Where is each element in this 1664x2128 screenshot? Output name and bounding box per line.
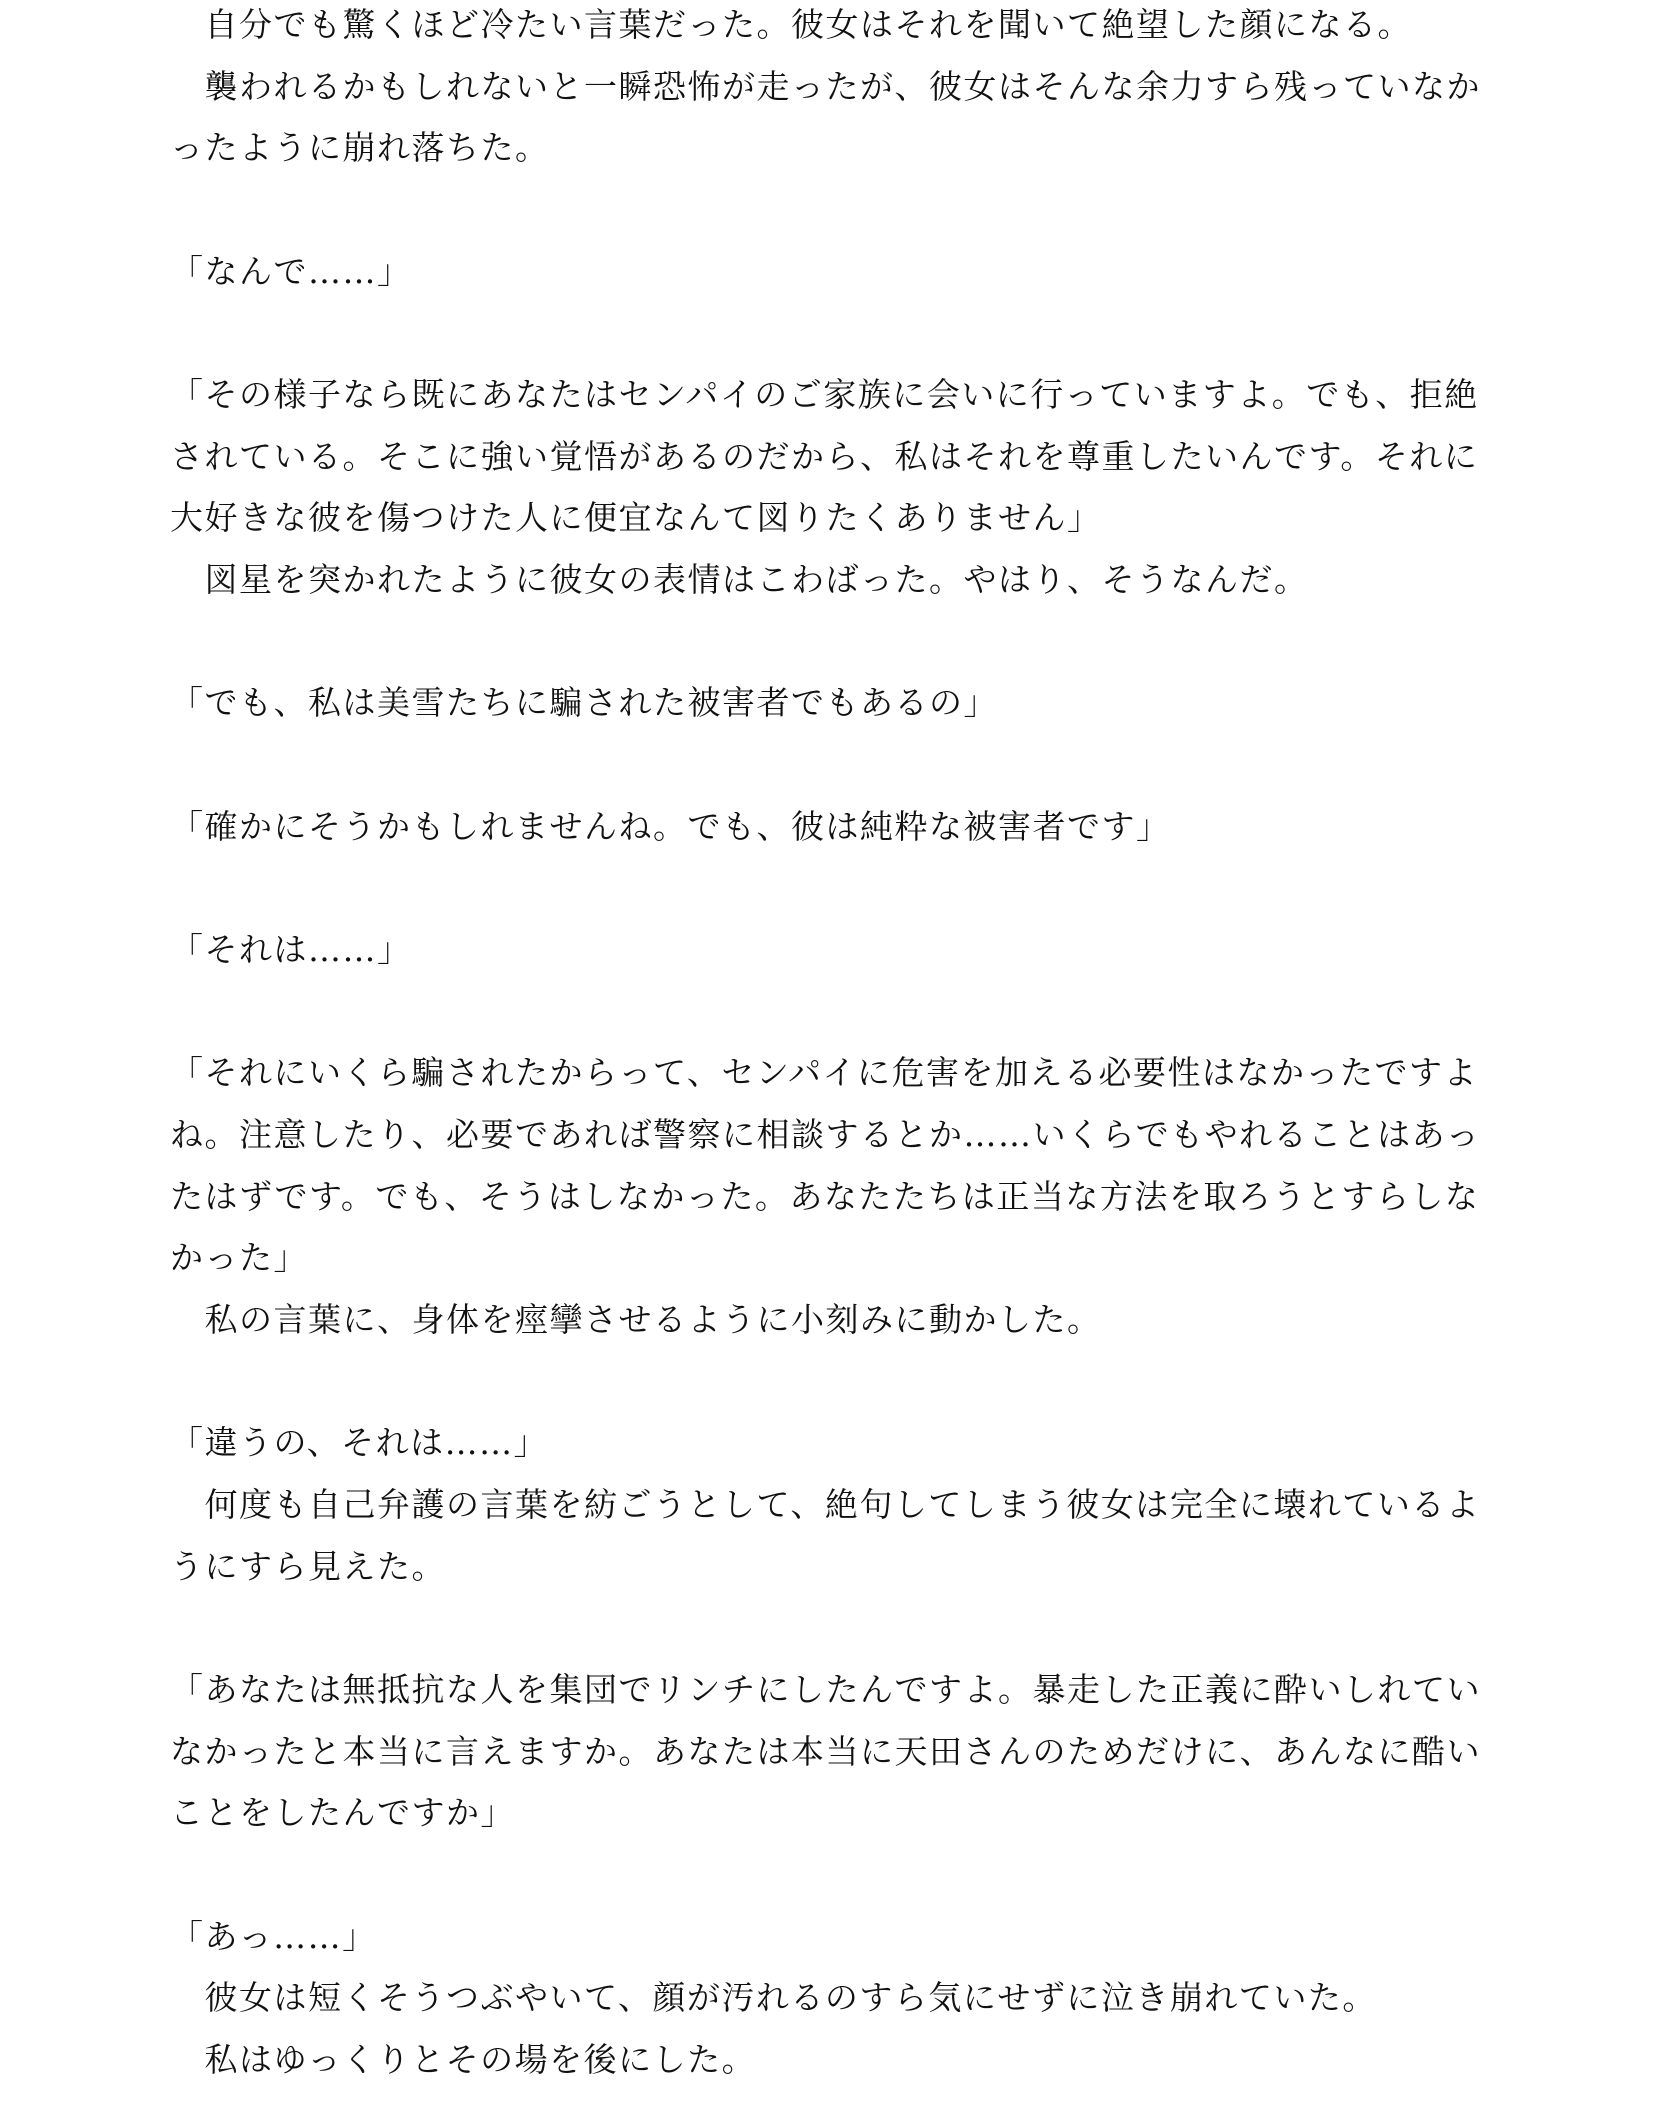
text-line: 「それにいくら騙されたからって、センパイに危害を加える必要性はなかったですよ [170,1053,1479,1092]
text-line: 「あっ……」 [170,1917,377,1956]
text-line: ね。注意したり、必要であれば警察に相談するとか……いくらでもやれることはあっ [170,1115,1481,1154]
text-line: 何度も自己弁護の言葉を紡ごうとして、絶句してしまう彼女は完全に壊れているよ [170,1485,1481,1524]
text-line: うにすら見えた。 [170,1547,446,1586]
text-line: 彼女は短くそうつぶやいて、顔が汚れるのすら気にせずに泣き崩れていた。 [170,1978,1377,2017]
text-line: 「あなたは無抵抗な人を集団でリンチにしたんですよ。暴走した正義に酔いしれてい [170,1670,1481,1709]
text-line: なかったと本当に言えますか。あなたは本当に天田さんのためだけに、あんなに酷い [170,1732,1481,1771]
text-line: 「違うの、それは……」 [170,1423,549,1462]
text-line: 「それは……」 [170,930,412,969]
text-line: 大好きな彼を傷つけた人に便宜なんて図りたくありません」 [170,498,1102,537]
text-line: ことをしたんですか」 [170,1793,515,1832]
text-line: かった」 [170,1238,308,1277]
text-line: たはずです。でも、そうはしなかった。あなたたちは正当な方法を取ろうとすらしな [170,1177,1480,1216]
text-line: 私の言葉に、身体を痙攣させるように小刻みに動かした。 [170,1300,1102,1339]
text-line: 「その様子なら既にあなたはセンパイのご家族に会いに行っていますよ。でも、拒絶 [170,375,1479,414]
text-line: 「でも、私は美雪たちに騙された被害者でもあるの」 [170,683,998,722]
text-line: 「確かにそうかもしれませんね。でも、彼は純粋な被害者です」 [170,807,1171,846]
text-line: 「なんで……」 [170,252,412,291]
text-line: 襲われるかもしれないと一瞬恐怖が走ったが、彼女はそんな余力すら残っていなか [170,67,1481,106]
text-line: 私はゆっくりとその場を後にした。 [170,2040,757,2079]
text-line: 図星を突かれたように彼女の表情はこわばった。やはり、そうなんだ。 [170,560,1309,599]
text-line: 自分でも驚くほど冷たい言葉だった。彼女はそれを聞いて絶望した顔になる。 [170,5,1412,44]
text-line: されている。そこに強い覚悟があるのだから、私はそれを尊重したいんです。それに [170,437,1479,476]
text-line: ったように崩れ落ちた。 [170,128,550,167]
